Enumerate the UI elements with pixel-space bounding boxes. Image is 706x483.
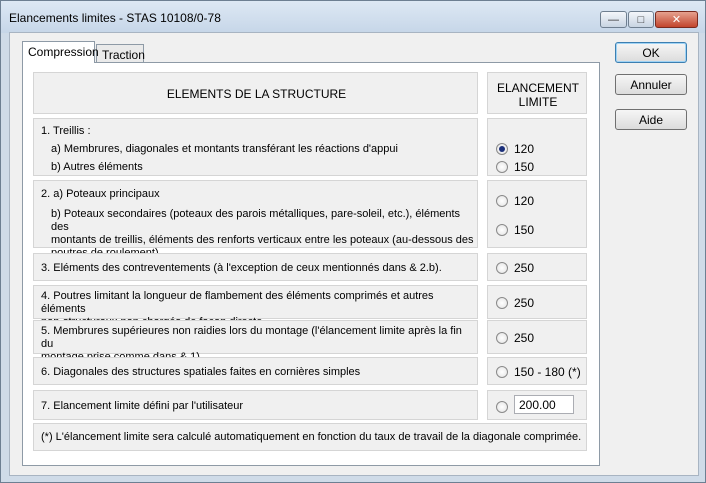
row3-text-cell [33, 253, 478, 281]
radio-r2-b-label: 150 [514, 223, 535, 237]
row5-value-cell [487, 320, 587, 354]
radio-r3[interactable] [496, 262, 508, 274]
header-elements: ELEMENTS DE LA STRUCTURE [166, 87, 347, 101]
radio-r4-label: 250 [514, 296, 535, 310]
help-button[interactable]: Aide [615, 109, 687, 130]
radio-r1-a[interactable] [496, 143, 508, 155]
custom-elancement-input[interactable] [514, 395, 574, 414]
row7-text-cell [33, 390, 478, 420]
row3-value-cell [487, 253, 587, 281]
radio-r2-a-label: 120 [514, 194, 535, 208]
row7-label: 7. Elancement limite défini par l'utilisateur [41, 400, 244, 412]
header-elancement-cell [487, 72, 587, 114]
window-title: Elancements limites - STAS 10108/0-78 [9, 11, 221, 25]
header-elements-cell [33, 72, 478, 114]
cancel-button[interactable]: Annuler [615, 74, 687, 95]
tab-panel-compression [22, 62, 600, 466]
row1-text-cell [33, 118, 478, 176]
row2-b-line2: montants de treillis, éléments des renforts verticaux entre les poteaux (au-dessous des [51, 234, 474, 246]
radio-r1-b[interactable] [496, 161, 508, 173]
row7-value-cell [487, 390, 587, 420]
row6-value-cell [487, 357, 587, 385]
radio-r5-label: 250 [514, 331, 535, 345]
row1-value-cell [487, 118, 587, 176]
row2-b-line1: b) Poteaux secondaires (poteaux des parois métalliques, pare-soleil, etc.), éléments des [51, 208, 461, 233]
radio-r5[interactable] [496, 332, 508, 344]
radio-r2-a[interactable] [496, 195, 508, 207]
radio-r6-label: 150 - 180 (*) [514, 365, 581, 379]
row6-label: 6. Diagonales des structures spatiales faites en cornières simples [41, 366, 361, 378]
radio-r4[interactable] [496, 297, 508, 309]
header-elancement-line2: LIMITE [518, 95, 558, 109]
footnote-cell [33, 423, 587, 451]
row6-text-cell [33, 357, 478, 385]
close-icon: ✕ [671, 14, 682, 26]
minimize-button[interactable] [600, 11, 627, 28]
row5-line1: 5. Membrures supérieures non raidies lors du montage (l'élancement limite après la fin du [41, 325, 462, 350]
row3-label: 3. Eléments des contreventements (à l'exception de ceux mentionnés dans & 2.b). [41, 262, 442, 274]
row1-title: 1. Treillis : [41, 125, 91, 137]
row1-a-label: a) Membrures, diagonales et montants transférant les réactions d'appui [51, 143, 398, 155]
row4-line1: 4. Poutres limitant la longueur de flambement des éléments comprimés et autres éléments [41, 290, 434, 315]
maximize-icon: □ [637, 13, 645, 26]
tab-compression[interactable]: Compression [22, 41, 95, 63]
radio-r1-a-label: 120 [514, 142, 535, 156]
radio-r1-b-label: 150 [514, 160, 535, 174]
close-button[interactable] [655, 11, 698, 28]
radio-r7[interactable] [496, 401, 508, 413]
radio-r3-label: 250 [514, 261, 535, 275]
tab-traction[interactable]: Traction [96, 44, 144, 64]
maximize-button[interactable] [628, 11, 654, 28]
minimize-icon: — [608, 13, 619, 26]
title-bar [1, 1, 705, 33]
footnote-text: (*) L'élancement limite sera calculé automatiquement en fonction du taux de travail de la diagonale comprimée. [41, 431, 582, 443]
row2-a-label: 2. a) Poteaux principaux [41, 188, 160, 200]
dialog-client [9, 32, 699, 476]
row1-b-label: b) Autres éléments [51, 161, 143, 173]
header-elancement-line1: ELANCEMENT [496, 81, 579, 95]
radio-r6[interactable] [496, 366, 508, 378]
row4-value-cell [487, 285, 587, 319]
ok-button[interactable]: OK [615, 42, 687, 63]
radio-r2-b[interactable] [496, 224, 508, 236]
row2-text-cell [33, 180, 478, 248]
row5-text-cell [33, 320, 478, 354]
row2-value-cell [487, 180, 587, 248]
row4-text-cell [33, 285, 478, 319]
